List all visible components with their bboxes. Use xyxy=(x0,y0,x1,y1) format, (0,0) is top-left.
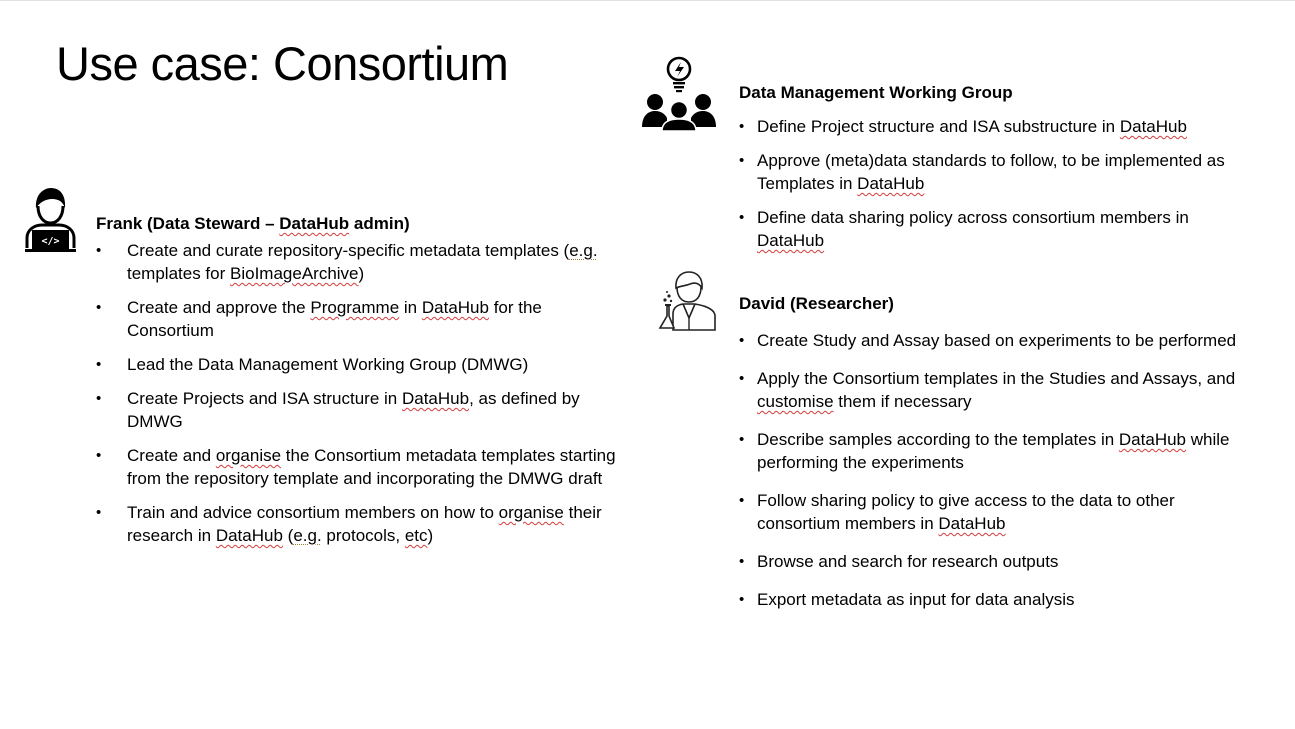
bullet: • xyxy=(96,504,102,521)
frank-task-list xyxy=(96,239,616,547)
list-item: • Browse and search for research outputs xyxy=(739,552,1059,571)
list-item: • Create and curate repository-specific metadata templates (e.g. templates for BioImageArchive) xyxy=(96,241,598,283)
bullet: • xyxy=(739,118,745,135)
bullet: • xyxy=(96,356,102,373)
dmwg-task-list xyxy=(739,115,1259,252)
david-heading: David (Researcher) xyxy=(739,294,894,313)
list-item: • Create and organise the Consortium metadata templates starting from the repository template and incorporating the DMWG draft xyxy=(96,446,616,488)
bullet: • xyxy=(739,591,745,608)
frank-heading: Frank (Data Steward – DataHub admin) xyxy=(96,214,410,233)
dmwg-role-section xyxy=(739,82,1259,263)
bullet: • xyxy=(739,492,745,509)
dmwg-heading: Data Management Working Group xyxy=(739,83,1013,102)
list-item: • Export metadata as input for data analysis xyxy=(739,590,1075,609)
bullet: • xyxy=(96,242,102,259)
list-item: • Follow sharing policy to give access to the data to other consortium members in DataHub xyxy=(739,491,1175,533)
frank-role-section xyxy=(96,213,616,558)
list-item: • Create Projects and ISA structure in DataHub, as defined by DMWG xyxy=(96,389,580,431)
developer-at-laptop-icon xyxy=(22,186,78,254)
svg-text:</>: </> xyxy=(41,236,60,247)
bullet: • xyxy=(739,209,745,226)
bullet: • xyxy=(739,553,745,570)
bullet: • xyxy=(739,332,745,349)
bullet: • xyxy=(739,431,745,448)
bullet: • xyxy=(96,390,102,407)
bullet: • xyxy=(739,370,745,387)
list-item: • Approve (meta)data standards to follow, to be implemented as Templates in DataHub xyxy=(739,151,1225,193)
david-task-list xyxy=(739,329,1259,611)
bullet: • xyxy=(96,447,102,464)
list-item: • Lead the Data Management Working Group (DMWG) xyxy=(96,355,529,374)
david-role-section xyxy=(739,293,1259,626)
list-item: • Describe samples according to the templates in DataHub while performing the experiments xyxy=(739,430,1230,472)
list-item: • Create Study and Assay based on experiments to be performed xyxy=(739,331,1237,350)
group-idea-lightbulb-icon xyxy=(641,54,717,132)
top-border xyxy=(0,0,1295,1)
list-item: • Train and advice consortium members on how to organise their research in DataHub (e.g. protocols, etc) xyxy=(96,503,602,545)
slide-title: Use case: Consortium xyxy=(56,37,509,90)
list-item: • Apply the Consortium templates in the Studies and Assays, and customise them if necessary xyxy=(739,369,1236,411)
list-item: • Define Project structure and ISA substructure in DataHub xyxy=(739,117,1187,136)
list-item: • Create and approve the Programme in DataHub for the Consortium xyxy=(96,298,542,340)
bullet: • xyxy=(739,152,745,169)
bullet: • xyxy=(96,299,102,316)
list-item: • Define data sharing policy across consortium members in DataHub xyxy=(739,208,1189,250)
scientist-with-flask-icon xyxy=(657,270,719,332)
